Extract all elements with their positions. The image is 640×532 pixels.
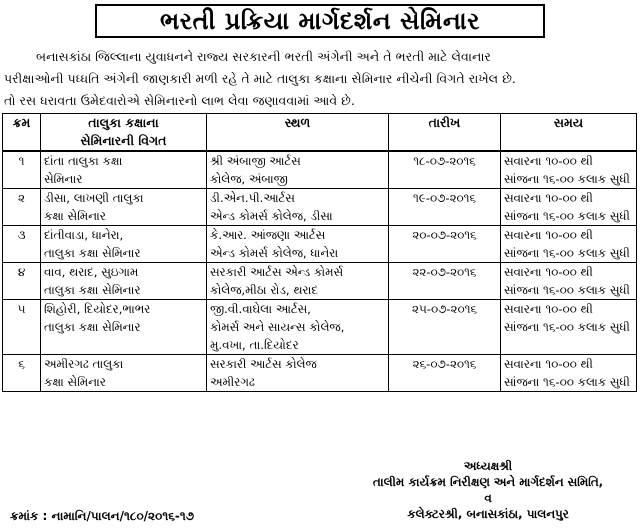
cell-seminar-details (41, 151, 207, 189)
place-line: અમીરગઢ (210, 375, 255, 389)
seminar-line: દાંતા તાલુકા કક્ષા (44, 154, 123, 168)
seminar-line: કક્ષા સેમિનાર (44, 375, 106, 389)
page-title: ભરતી પ્રક્રિયા માર્ગદર્શન સેમિનાર (95, 4, 545, 38)
time-line: સાંજના ૧૬-૦૦ કલાક સુધી (504, 283, 630, 297)
seminar-line: દાંતીવાડા, ધાનેરા, (44, 228, 124, 242)
signature-line: વ (484, 491, 492, 505)
header-serial-number: ક્રમ (3, 114, 41, 152)
cell-seminar-details (41, 189, 207, 226)
cell-place (207, 151, 389, 189)
cell-place (207, 226, 389, 263)
place-line: કોમર્સ અને સાયન્સ કોલેજ, (210, 320, 345, 334)
time-line: સવારના ૧૦-૦૦ થી (504, 357, 593, 371)
time-line: સાંજના ૧૬-૦૦ કલાક સુધી (504, 246, 630, 260)
table-row (3, 300, 637, 355)
seminar-line: ડીસા, લાખણી તાલુકા (44, 191, 144, 205)
time-line: સવારના ૧૦-૦૦ થી (504, 154, 593, 168)
time-line: સવારના ૧૦-૦૦ થી (504, 265, 593, 279)
table-row (3, 189, 637, 226)
place-line: કે.આર. આંજણા આર્ટસ (210, 228, 326, 242)
time-line: સાંજના ૧૬-૦૦ કલાક સુધી (504, 172, 630, 186)
signature-line: અધ્યક્ષશ્રી (463, 459, 513, 473)
time-line: સાંજના ૧૬-૦૦ કલાક સુધી (504, 209, 630, 223)
cell-date: ૧૯-૦૭-૨૦૧૬ (389, 189, 501, 226)
seminar-line: વાવ, થરાદ, સુઇગામ (44, 265, 139, 279)
cell-seminar-details (41, 263, 207, 300)
cell-seminar-details (41, 300, 207, 355)
cell-date: ૧૮-૦૭-૨૦૧૬ (389, 151, 501, 189)
cell-place (207, 300, 389, 355)
cell-serial-number: ૪ (3, 263, 41, 300)
place-line: ડી.એન.પી.આર્ટસ (210, 191, 295, 205)
intro-line: તો રસ ધરાવતા ઉમેદવારોએ સેમિનારનો લાભ લેવા જણાવવામાં આવે છે. (4, 93, 355, 108)
header-seminar-line: સેમિનારની વિગત (80, 133, 167, 148)
table-row (3, 151, 637, 189)
place-line: એન્ડ કોમર્સ કોલેજ, ડીસા (210, 209, 333, 223)
cell-time (501, 189, 637, 226)
cell-date: ૨૦-૦૭-૨૦૧૬ (389, 226, 501, 263)
seminar-line: અમીરગઢ તાલુકા (44, 357, 124, 371)
seminar-line: શિહોરી, દિયોદર,ભાભર (44, 302, 151, 316)
intro-line: પરીક્ષાઓની પધ્ધતિ અંગેની જાણકારી મળી રહે તે માટે તાલુકા કક્ષાના સેમિનાર નીચેની વિગતે રાખેલ છે. (4, 71, 516, 86)
intro-paragraph (4, 46, 636, 112)
signature-line: તાલીમ કાર્યક્રમ નિરીક્ષણ અને માર્ગદર્શન સમિતિ, (372, 475, 604, 489)
cell-seminar-details (41, 355, 207, 392)
cell-date: ૨૨-૦૭-૨૦૧૬ (389, 263, 501, 300)
seminar-line: કક્ષા સેમિનાર (44, 209, 106, 223)
cell-time (501, 263, 637, 300)
header-time: સમય (501, 114, 637, 152)
cell-time (501, 151, 637, 189)
seminar-schedule-table (2, 113, 637, 392)
cell-place (207, 355, 389, 392)
table-row (3, 355, 637, 392)
signature-block (340, 458, 636, 522)
cell-time (501, 300, 637, 355)
header-seminar-line: તાલુકા કક્ષાના (88, 115, 159, 130)
time-line: સવારના ૧૦-૦૦ થી (504, 302, 593, 316)
cell-place (207, 263, 389, 300)
time-line: સવારના ૧૦-૦૦ થી (504, 228, 593, 242)
cell-serial-number: ૫ (3, 300, 41, 355)
table-row (3, 226, 637, 263)
table-row (3, 263, 637, 300)
signature-line: કલેક્ટરશ્રી, બનાસકાંઠા, પાલનપુર (407, 507, 569, 521)
header-place: સ્થળ (207, 114, 389, 152)
header-seminar-details (41, 114, 207, 152)
cell-time (501, 226, 637, 263)
place-line: સરકારી આર્ટસ કોલેજ (210, 357, 317, 371)
reference-number: ક્રમાંક : નામાનિ/પાલન/૧૮૦/૨૦૧૬-૧૭ (10, 509, 195, 523)
seminar-line: તાલુકા કક્ષા સેમિનાર (44, 283, 141, 297)
place-line: એન્ડ કોમર્સ કોલેજ, ધાનેરા (210, 246, 339, 260)
cell-date: ૨૫-૦૭-૨૦૧૬ (389, 300, 501, 355)
place-line: સરકારી આર્ટસ એન્ડ કોમર્સ (210, 265, 344, 279)
cell-seminar-details (41, 226, 207, 263)
place-line: કોલેજ, અંબાજી (210, 172, 288, 186)
place-line: મુ.વખા, તા.દિયોદર (210, 338, 299, 352)
cell-serial-number: ૬ (3, 355, 41, 392)
table-header-row (3, 114, 637, 152)
intro-line: બનાસકાંઠા જિલ્લાના યુવાધનને રાજ્ય સરકારની ભરતી અંગેની અને તે ભરતી માટે લેવાનાર (36, 49, 491, 64)
place-line: કોલેજ,મીઠા રોડ, થરાદ (210, 283, 318, 297)
cell-serial-number: ૩ (3, 226, 41, 263)
seminar-line: તાલુકા કક્ષા સેમિનાર (44, 320, 141, 334)
header-date: તારીખ (389, 114, 501, 152)
time-line: સવારના ૧૦-૦૦ થી (504, 191, 593, 205)
place-line: જી.વી.વાઘેલા આર્ટસ, (210, 302, 311, 316)
seminar-line: સેમિનાર (44, 172, 83, 186)
cell-place (207, 189, 389, 226)
time-line: સાંજના ૧૬-૦૦ કલાક સુધી (504, 375, 630, 389)
time-line: સાંજના ૧૬-૦૦ કલાક સુધી (504, 320, 630, 334)
cell-time (501, 355, 637, 392)
cell-date: ૨૬-૦૭-૨૦૧૬ (389, 355, 501, 392)
table-body (3, 151, 637, 392)
cell-serial-number: ૨ (3, 189, 41, 226)
cell-serial-number: ૧ (3, 151, 41, 189)
seminar-line: તાલુકા કક્ષા સેમિનાર (44, 246, 141, 260)
place-line: શ્રી અંબાજી આર્ટસ (210, 154, 301, 168)
